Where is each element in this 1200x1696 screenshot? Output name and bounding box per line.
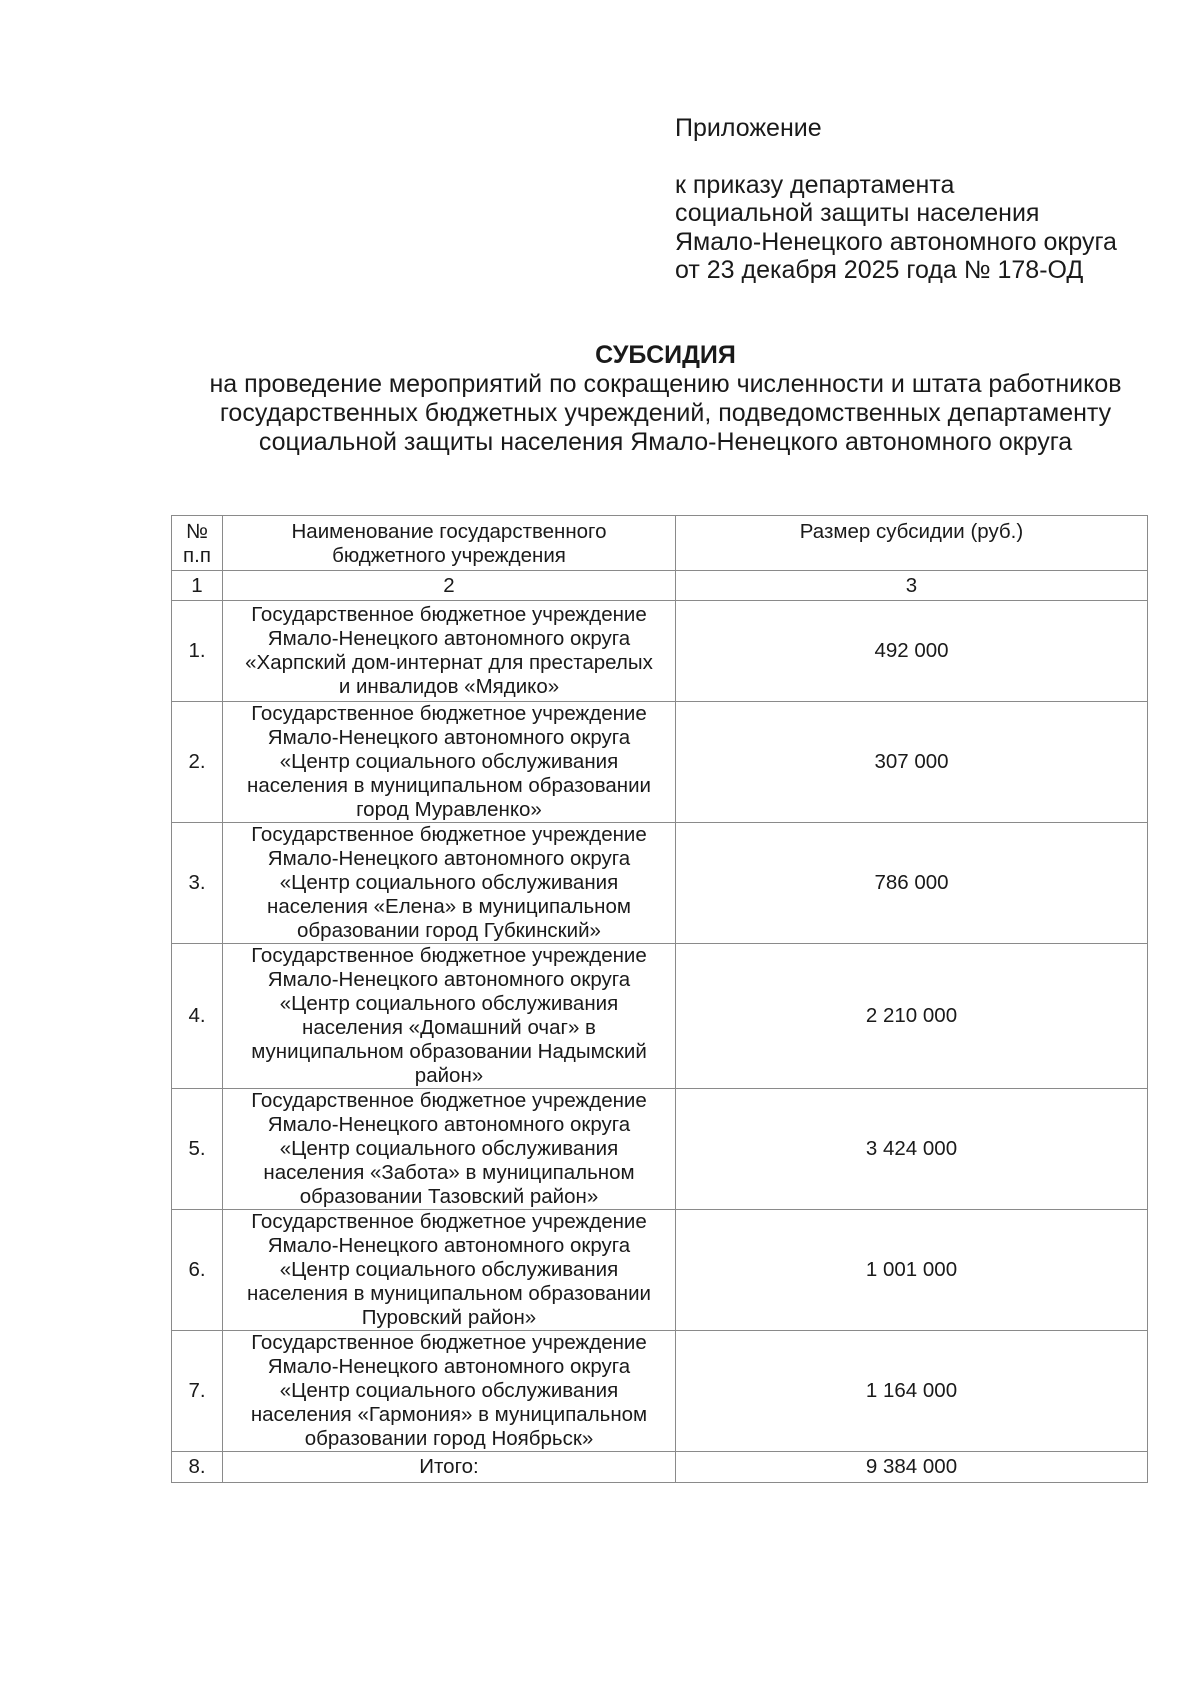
row-number: 4. xyxy=(172,944,223,1089)
subtitle-line: государственных бюджетных учреждений, подведомственных департаменту xyxy=(219,399,1112,427)
subsidy-amount: 1 001 000 xyxy=(676,1210,1148,1331)
header-amount: Размер субсидии (руб.) xyxy=(676,516,1148,571)
appendix-block xyxy=(675,114,1175,285)
row-number: 6. xyxy=(172,1210,223,1331)
row-number: 1. xyxy=(172,601,223,702)
column-number: 2 xyxy=(223,571,676,601)
institution-name-line: Ямало-Ненецкого автономного округа xyxy=(267,847,631,870)
institution-name-line: «Центр социального обслуживания xyxy=(279,871,619,894)
institution-name-line: Государственное бюджетное учреждение xyxy=(251,823,647,846)
column-number: 1 xyxy=(172,571,223,601)
title-block xyxy=(100,341,1200,457)
subtitle-line: на проведение мероприятий по сокращению численности и штата работников xyxy=(209,370,1122,398)
document-title: СУБСИДИЯ xyxy=(595,341,736,369)
institution-name-line: Ямало-Ненецкого автономного округа xyxy=(267,968,631,991)
appendix-heading: Приложение xyxy=(675,114,822,142)
table-row xyxy=(172,1331,1148,1452)
institution-name-line: Ямало-Ненецкого автономного округа xyxy=(267,1355,631,1378)
institution-name-line: Государственное бюджетное учреждение xyxy=(251,702,647,725)
header-num xyxy=(172,516,223,571)
institution-name-line: Государственное бюджетное учреждение xyxy=(251,1210,647,1233)
table-row xyxy=(172,1210,1148,1331)
institution-name-line: образовании город Ноябрьск» xyxy=(304,1427,594,1450)
total-label: Итого: xyxy=(223,1452,676,1483)
institution-name-line: «Центр социального обслуживания xyxy=(279,1258,619,1281)
header-name xyxy=(223,516,676,571)
subsidy-amount: 307 000 xyxy=(676,702,1148,823)
institution-name-line: образовании Тазовский район» xyxy=(299,1185,599,1208)
institution-name-line: «Центр социального обслуживания xyxy=(279,1137,619,1160)
institution-name-line: населения «Забота» в муниципальном xyxy=(263,1161,635,1184)
total-amount: 9 384 000 xyxy=(676,1452,1148,1483)
institution-name-line: «Харпский дом-интернат для престарелых xyxy=(245,651,653,674)
institution-name-line: Ямало-Ненецкого автономного округа xyxy=(267,1113,631,1136)
subtitle-line: социальной защиты населения Ямало-Ненецкого автономного округа xyxy=(258,428,1073,456)
header-name-line: Наименование государственного xyxy=(291,520,607,543)
subsidy-table xyxy=(171,515,1148,1483)
institution-name-line: «Центр социального обслуживания xyxy=(279,1379,619,1402)
row-number: 7. xyxy=(172,1331,223,1452)
subsidy-amount: 2 210 000 xyxy=(676,944,1148,1089)
institution-name-line: Ямало-Ненецкого автономного округа xyxy=(267,627,631,650)
institution-name-line: Пуровский район» xyxy=(361,1306,537,1329)
institution-name-line: населения в муниципальном образовании xyxy=(247,774,651,797)
column-number: 3 xyxy=(676,571,1148,601)
institution-name-line: населения «Гармония» в муниципальном xyxy=(250,1403,648,1426)
institution-name-line: муниципальном образовании Надымский xyxy=(251,1040,647,1063)
institution-name-line: Государственное бюджетное учреждение xyxy=(251,944,647,967)
subsidy-amount: 786 000 xyxy=(676,823,1148,944)
institution-name-line: «Центр социального обслуживания xyxy=(279,750,619,773)
column-number-row xyxy=(172,571,1148,601)
table-row xyxy=(172,601,1148,702)
institution-name xyxy=(223,1331,676,1452)
institution-name-line: район» xyxy=(414,1064,484,1087)
institution-name-line: Государственное бюджетное учреждение xyxy=(251,1331,647,1354)
institution-name-line: и инвалидов «Мядико» xyxy=(338,675,560,698)
institution-name xyxy=(223,702,676,823)
institution-name-line: населения «Елена» в муниципальном xyxy=(267,895,631,918)
appendix-line: от 23 декабря 2025 года № 178-ОД xyxy=(675,256,1084,284)
institution-name-line: населения в муниципальном образовании xyxy=(247,1282,651,1305)
institution-name xyxy=(223,1210,676,1331)
table-row xyxy=(172,944,1148,1089)
appendix-line: Ямало-Ненецкого автономного округа xyxy=(675,227,1117,256)
institution-name xyxy=(223,944,676,1089)
institution-name xyxy=(223,1089,676,1210)
appendix-line: социальной защиты населения xyxy=(675,199,1040,227)
row-number: 3. xyxy=(172,823,223,944)
row-number: 2. xyxy=(172,702,223,823)
table-row xyxy=(172,823,1148,944)
institution-name-line: Государственное бюджетное учреждение xyxy=(251,603,647,626)
subsidy-amount: 1 164 000 xyxy=(676,1331,1148,1452)
institution-name-line: город Муравленко» xyxy=(356,798,542,821)
institution-name-line: населения «Домашний очаг» в xyxy=(302,1016,596,1039)
institution-name xyxy=(223,823,676,944)
subsidy-amount: 492 000 xyxy=(676,601,1148,702)
table-row xyxy=(172,1089,1148,1210)
table-row xyxy=(172,702,1148,823)
institution-name-line: образовании город Губкинский» xyxy=(297,919,601,942)
row-number: 5. xyxy=(172,1089,223,1210)
institution-name-line: Ямало-Ненецкого автономного округа xyxy=(267,726,631,749)
header-num-line: п.п xyxy=(183,544,211,567)
header-num-line: № xyxy=(186,520,208,543)
institution-name-line: Государственное бюджетное учреждение xyxy=(251,1089,647,1112)
institution-name xyxy=(223,601,676,702)
total-number: 8. xyxy=(172,1452,223,1483)
header-name-line: бюджетного учреждения xyxy=(332,544,566,567)
subsidy-amount: 3 424 000 xyxy=(676,1089,1148,1210)
appendix-line: к приказу департамента xyxy=(675,170,955,199)
institution-name-line: Ямало-Ненецкого автономного округа xyxy=(267,1234,631,1257)
institution-name-line: «Центр социального обслуживания xyxy=(279,992,619,1015)
table-header-row xyxy=(172,516,1148,571)
total-row xyxy=(172,1452,1148,1483)
